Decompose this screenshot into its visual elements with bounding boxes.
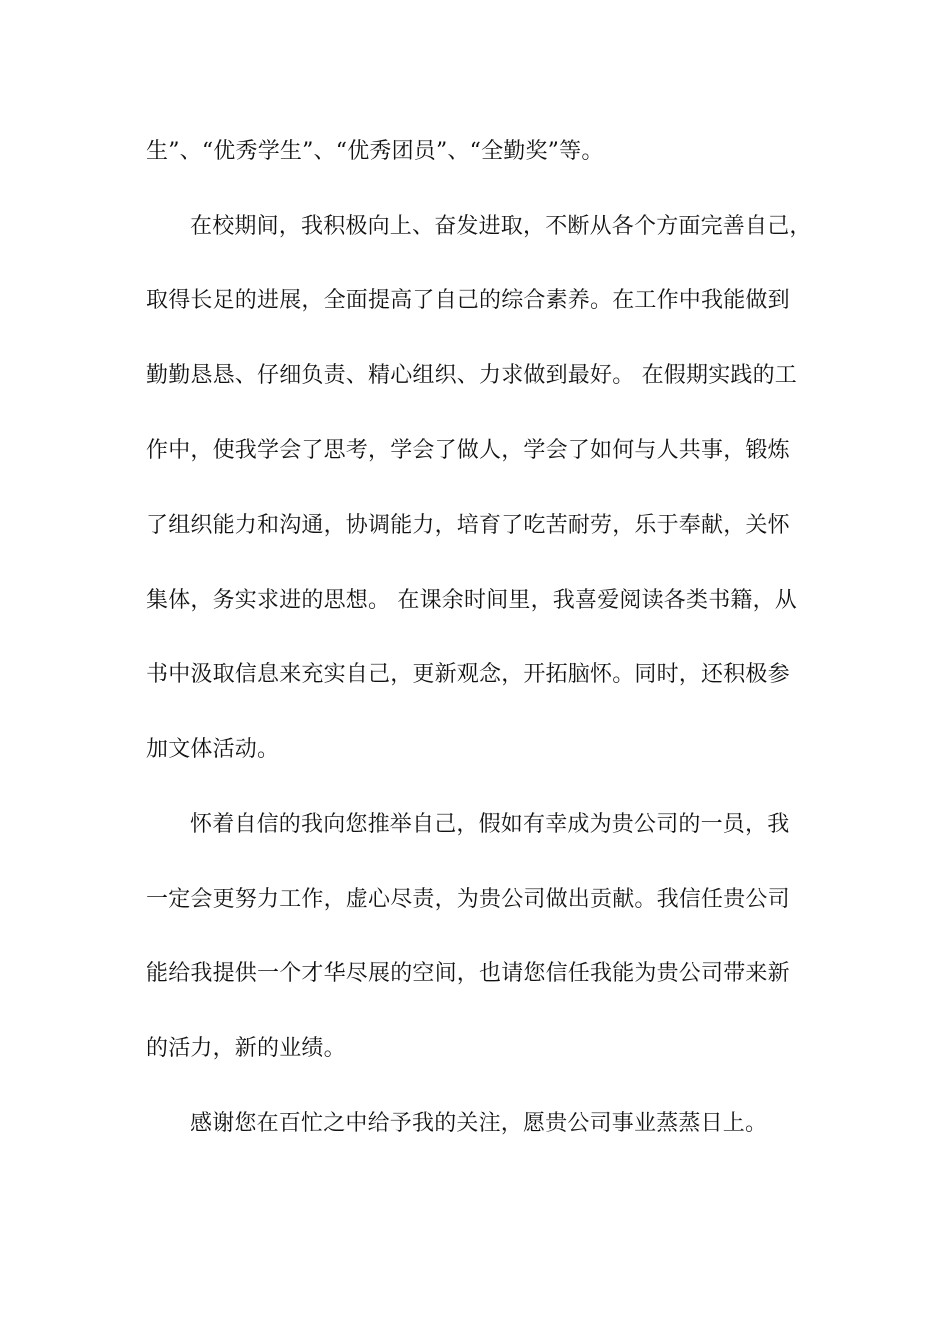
text-line: 书中汲取信息来充实自己，更新观念，开拓脑怀。同时，还积极参 — [146, 662, 790, 687]
paragraph-start-line: 怀着自信的我向您推举自己，假如有幸成为贵公司的一员，我 — [190, 812, 790, 837]
text-line: 加文体活动。 — [146, 737, 280, 762]
text-line: 的活力，新的业绩。 — [146, 1036, 346, 1061]
text-line: 集体，务实求进的思想。 在课余时间里，我喜爱阅读各类书籍，从 — [146, 588, 797, 613]
text-line: 了组织能力和沟通，协调能力，培育了吃苦耐劳，乐于奉献，关怀 — [146, 513, 790, 538]
text-line: 生”、“优秀学生”、“优秀团员”、“全勤奖”等。 — [146, 139, 604, 164]
paragraph-start-line: 在校期间，我积极向上、奋发进取，不断从各个方面完善自己， — [190, 214, 812, 239]
text-line: 勤勤恳恳、仔细负责、精心组织、力求做到最好。 在假期实践的工 — [146, 363, 797, 388]
text-line: 取得长足的进展，全面提高了自己的综合素养。在工作中我能做到 — [146, 288, 790, 313]
text-line: 能给我提供一个才华尽展的空间，也请您信任我能为贵公司带来新 — [146, 961, 790, 986]
text-line: 一定会更努力工作，虚心尽责，为贵公司做出贡献。我信任贵公司 — [146, 887, 790, 912]
paragraph-start-line: 感谢您在百忙之中给予我的关注，愿贵公司事业蒸蒸日上。 — [190, 1111, 768, 1136]
text-line: 作中，使我学会了思考，学会了做人，学会了如何与人共事，锻炼 — [146, 438, 790, 463]
